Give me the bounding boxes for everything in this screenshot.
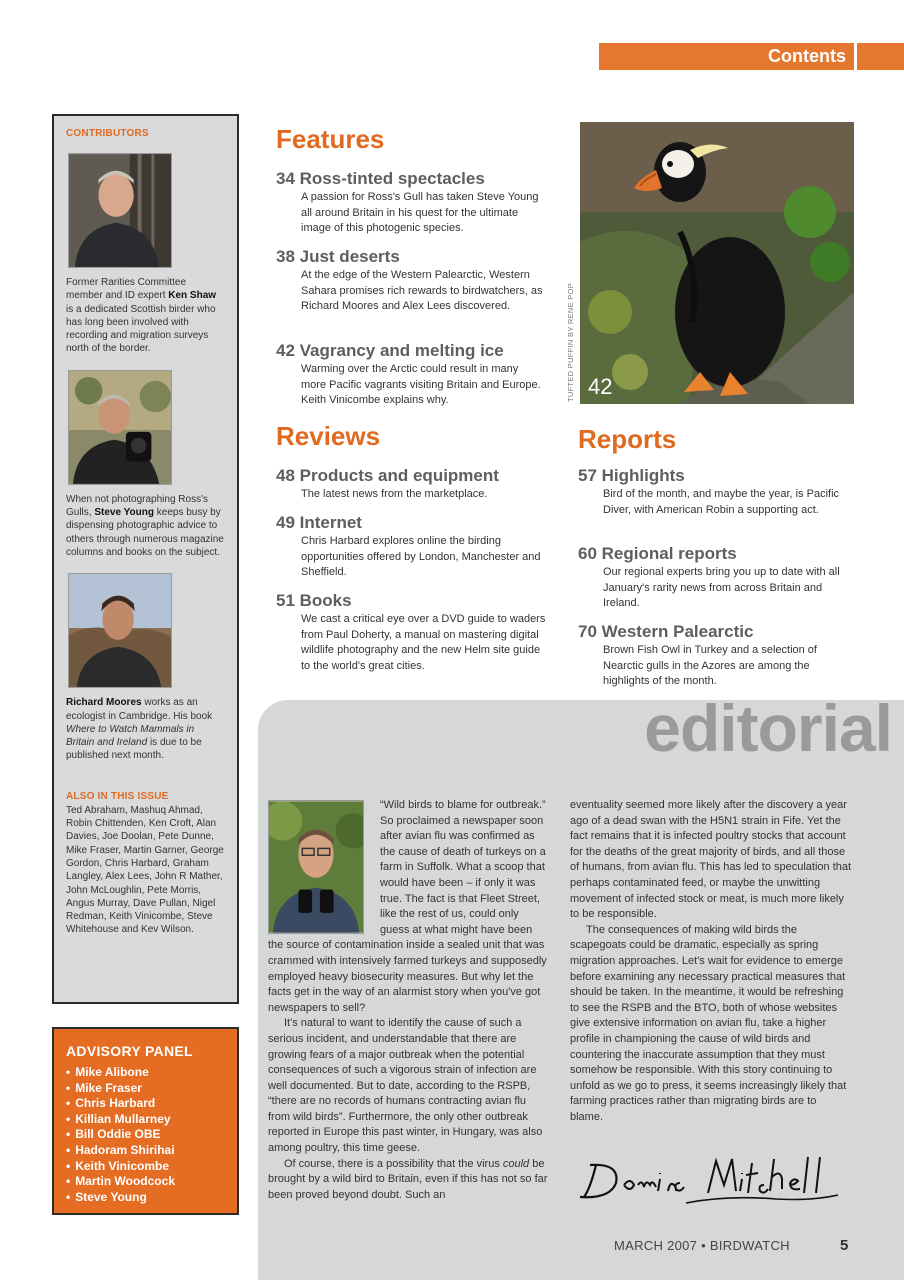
advisory-member: • Martin Woodcock xyxy=(66,1174,225,1190)
advisory-member: • Hadoram Shirihai xyxy=(66,1143,225,1159)
feature-entry-body: A passion for Ross's Gull has taken Steve Young all around Britain in his quest for the ultimate image of this photogenic species. xyxy=(301,191,539,234)
report-entry-head: 70 Western Palearctic xyxy=(578,622,754,641)
features-title: Features xyxy=(276,124,385,154)
report-entry-57[interactable] xyxy=(578,466,848,518)
contributors-heading: CONTRIBUTORS xyxy=(66,128,149,139)
feature-entry-body: At the edge of the Western Palearctic, Western Sahara promises rich rewards to birdwatchers, as Richard Moores and Alex Lees discovered. xyxy=(301,269,543,312)
ken-shaw-name: Ken Shaw xyxy=(168,290,217,302)
advisory-member: • Keith Vinicombe xyxy=(66,1159,225,1175)
reviews-title: Reviews xyxy=(276,421,381,451)
puffin-illustration xyxy=(580,122,854,404)
page-number: 5 xyxy=(840,1237,849,1254)
advisory-panel xyxy=(52,1027,239,1215)
contents-header-tab xyxy=(599,43,904,70)
report-entry-60[interactable] xyxy=(578,544,848,612)
editorial-panel xyxy=(258,691,904,1280)
contents-label: Contents xyxy=(768,46,846,66)
issue-footer: MARCH 2007 • BIRDWATCH xyxy=(614,1238,790,1253)
review-entry-51[interactable] xyxy=(276,591,546,674)
review-entry-head: 48 Products and equipment xyxy=(276,466,499,485)
report-entry-head: 57 Highlights xyxy=(578,466,685,485)
review-entry-head: 51 Books xyxy=(276,591,352,610)
review-entry-body: The latest news from the marketplace. xyxy=(301,488,488,500)
advisory-member: • Killian Mullarney xyxy=(66,1112,225,1128)
advisory-member: • Steve Young xyxy=(66,1190,225,1206)
report-entry-head: 60 Regional reports xyxy=(578,544,737,563)
editor-photo xyxy=(268,800,364,934)
feature-entry-42[interactable] xyxy=(276,341,546,409)
review-entry-body: Chris Harbard explores online the birding opportunities offered by London, Manchester and Sheffield. xyxy=(301,535,541,578)
editorial-title: editorial xyxy=(644,691,892,765)
report-entry-body: Brown Fish Owl in Turkey and a selection of Nearctic gulls in the Azores are among the highlights of the month. xyxy=(603,644,817,687)
richard-moores-name: Richard Moores xyxy=(66,697,142,709)
advisory-member: • Chris Harbard xyxy=(66,1096,225,1112)
ken-shaw-photo xyxy=(68,153,172,268)
also-in-this-issue-names: Ted Abraham, Mashuq Ahmad, Robin Chittenden, Ken Croft, Alan Davies, Joe Doolan, Pete Dunne, Mike Fraser, Martin Garner, George Gordon, Chris Harbard, Graham Langley, Alex Lees, John R Mather, John McLoughlin, Pete Morris, Angus Murray, Dave Pullan, Nigel Redman, Keith Vinicombe, Steve Whitehouse and Kev Wilson. xyxy=(66,804,224,936)
contributors-sidebar xyxy=(52,114,239,1004)
advisory-member: • Mike Fraser xyxy=(66,1081,225,1097)
review-entry-49[interactable] xyxy=(276,513,546,581)
advisory-panel-title: ADVISORY PANEL xyxy=(66,1043,193,1059)
editorial-paragraph: Of course, there is a possibility that the virus could be brought by a wild bird to Britain, even if this has not so far been proved beyond doubt. Such an xyxy=(268,1157,548,1201)
also-in-this-issue-heading: ALSO IN THIS ISSUE xyxy=(66,790,169,802)
review-entry-head: 49 Internet xyxy=(276,513,362,532)
feature-entry-head: 38 Just deserts xyxy=(276,247,400,266)
tufted-puffin-photo[interactable] xyxy=(580,122,854,404)
feature-entry-38[interactable] xyxy=(276,247,546,315)
review-entry-48[interactable] xyxy=(276,466,546,503)
review-entry-body: We cast a critical eye over a DVD guide to waders from Paul Doherty, a manual on mastering digital wildlife photography and the new Helm site guide to the world's great cities. xyxy=(301,613,546,672)
feature-entry-body: Warming over the Arctic could result in many more Pacific vagrants visiting Britain and Europe. Keith Vinicombe explains why. xyxy=(301,363,541,406)
richard-moores-bio: Richard Moores works as an ecologist in Cambridge. His book Where to Watch Mammals in Britain and Ireland is due to be published next month. xyxy=(66,697,213,762)
steve-young-name: Steve Young xyxy=(94,507,154,519)
editorial-column-1 xyxy=(268,798,548,1203)
editor-signature xyxy=(576,1145,846,1215)
advisory-members-list xyxy=(66,1065,225,1205)
report-entry-body: Bird of the month, and maybe the year, is Pacific Diver, with American Robin a supporting act. xyxy=(603,488,840,516)
steve-young-photo xyxy=(68,370,172,485)
editorial-column-2 xyxy=(570,798,852,1125)
reports-title: Reports xyxy=(578,424,677,454)
book-title: Where to Watch Mammals in Britain and Ireland xyxy=(66,723,195,749)
photo-credit: TUFTED PUFFIN BY RENE POP xyxy=(566,282,575,402)
richard-moores-photo xyxy=(68,573,172,688)
editorial-paragraph: “Wild birds to blame for outbreak.” So proclaimed a newspaper soon after avian flu was confirmed as the cause of death of turkeys on a farm in Suffolk. What a scoop that would have been – if only it was true. The fact is that Fleet Street, like the rest of us, could only guess at what might have been the source of contamination inside a sealed unit that was crammed with intensively farmed turkeys and supposedly employed heavy biosecurity measures. But why let the facts get in the way of an alarmist story when you've got newspapers to sell? xyxy=(268,799,547,1014)
report-entry-body: Our regional experts bring you up to date with all January's rarity news from across Britain and Ireland. xyxy=(603,566,840,609)
ken-shaw-bio: Former Rarities Committee member and ID expert Ken Shaw is a dedicated Scottish birder who has long been involved with recording and migration surveys north of the border. xyxy=(66,277,217,355)
feature-entry-head: 42 Vagrancy and melting ice xyxy=(276,341,504,360)
puffin-page-number: 42 xyxy=(588,374,613,399)
contents-tab-notch xyxy=(854,43,904,70)
steve-young-bio: When not photographing Ross's Gulls, Steve Young keeps busy by dispensing photographic advice to others through numerous magazine columns and books on the subject. xyxy=(66,493,224,558)
advisory-member: • Bill Oddie OBE xyxy=(66,1127,225,1143)
feature-entry-34[interactable] xyxy=(276,169,546,237)
feature-entry-head: 34 Ross-tinted spectacles xyxy=(276,169,485,188)
editorial-paragraph: eventuality seemed more likely after the discovery a year ago of a dead swan with the H5N1 strain in Fife. Yet the fact remains that it is infected poultry stocks that account for the deaths of the great majority of birds, and all those of humans, from avian flu. This has led to speculation that perhaps contaminated feed, or maybe the unwitting movement of infected stock or meat, is much more likely to be responsible. xyxy=(570,799,852,921)
advisory-member: • Mike Alibone xyxy=(66,1065,225,1081)
editorial-paragraph: It's natural to want to identify the cause of such a serious incident, and understandable that there are growing fears of a major outbreak when the potential consequences of such a vigorous strain of infection are well documented. But to date, according to the RSPB, “there are no records of humans contracting avian flu from wild birds”. Furthermore, the only other outbreak reported in Europe this past winter, in Hungary, was also among poultry, this time geese. xyxy=(268,1017,543,1155)
editorial-paragraph: The consequences of making wild birds the scapegoats could be dramatic, especially as spring migration approaches. Let's wait for evidence to emerge before examining any necessary practical measures that should be taken. In the meantime, it would be refreshing to see the RSPB and the BTO, both of whose websites give extensive information on avian flu, take a higher profile in championing the cause of wild birds and countering the inaccurate assumption that they must somehow be responsible. With this story continuing to unfold as we go to press, it seems increasingly likely that farming practices rather than migrating birds are to blame. xyxy=(570,923,847,1123)
report-entry-70[interactable] xyxy=(578,622,848,690)
